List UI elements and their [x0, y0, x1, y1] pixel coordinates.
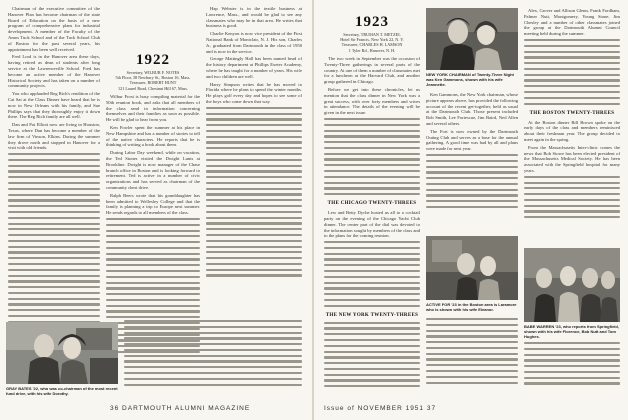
left-col2-para: Ken Fowler spent the summer at his place in New Hampshire and has a number of stories to tell of the native characters. He reports that he is thinking of writing a book about them. — [106, 124, 200, 148]
class-year-1923: 1923 — [355, 14, 389, 30]
left-col2-para: Wilbur Frost is busy compiling material for the 50th reunion book, and asks that all members of the class send in information concerning themselves and their families as soon as possible. He will be glad to hear from you. — [106, 94, 200, 123]
secretary-name: Secretary, WILBUR F. NOTES — [126, 70, 180, 75]
left-col1-para: Dan and Pat Elliott now are living in Houston, Texas, where Dan has become a member of the law firm of Vinson, Elkins. During the summer they drove north and stopped in Hanover for a visit with old friends. — [8, 122, 100, 151]
photo-caption-laramore: ACTIVE FOR '23 in the Boston area is Laramore who is shown with his wife Eleanor. — [426, 302, 517, 312]
treasurer-address: 121 Laurel Road, Chestnut Hill 67, Mass. — [118, 85, 188, 91]
treasurer-address: 1 Tyler Rd., Hanover, N. H. — [348, 47, 396, 53]
right-page — [314, 0, 628, 420]
photo-image — [426, 8, 518, 70]
treasurer-name: Treasurer, ROBERT HUNT — [129, 80, 177, 86]
page-footer-right: Issue of NOVEMBER 1951 37 — [324, 405, 437, 412]
right-col2-para: The Fort is now owned by the Dartmouth Outing Club and serves as a base for the annual gathering. A good time was had by all and plans were made for next year. — [426, 128, 518, 152]
right-column-1 — [324, 56, 420, 390]
left-column-3 — [206, 6, 302, 314]
right-col3-para: Alex, Grover and Allison Glenn, Frank Fordham, Palmer Nutt, Montgomery, Young Stone, Jim Chesley and a number of other classmates joined the group at the Dartmouth Alumni Council meeting held during the summer. — [524, 8, 620, 37]
left-col1-para: You who applauded Reg Rich's rendition of the Cat Sat at the Class Dinner have heard that he is now in New Orleans with his family, and Sue Phillips says that they thoroughly enjoy it down there. The Reg Rich family are all well. — [8, 91, 100, 120]
right-col3-para: From the Massachusetts Inter-clinic comes the news that Bob Stowe has been elected president of the Massachusetts Medical Society. He has been associated with the Springfield hospital for many years. — [524, 144, 620, 173]
right-col3-text-lines-b — [524, 176, 620, 219]
right-col2-para: Ken Gammons, the New York chairman, whose picture appears above, has provided the following account of the recent get-together, held as usual at the Dartmouth Club. Those present included Bob Smith, Lee Fortescue, Jim Baird, Ned Allen and several others. — [426, 92, 518, 126]
right-col1-text-lines-b — [324, 241, 420, 307]
section-heading-boston: THE BOSTON TWENTY-THREES — [529, 110, 615, 116]
left-column-3-lower — [124, 320, 302, 390]
secretary-address: Hotel Sir Francis, New York 22, N. Y. — [340, 37, 404, 43]
left-lower-text-lines — [124, 320, 302, 386]
class-photo-laramore — [426, 236, 518, 300]
secretary-address: 5th Floor, 38 Newbury St., Boston 16, Mass. — [115, 75, 191, 81]
right-column-2 — [426, 92, 518, 232]
left-col3-para: Hap Webster is in the textile business at Lawrence, Mass., and would be glad to see any classmates who may be in that area. He writes that business is good. — [206, 6, 302, 29]
right-col1-text-lines — [324, 118, 420, 195]
left-col1-para: Chairman of the executive committee of the Hanover Plan has become chairman of the state Board of Education on the basis of a new program of comprehensive plans for industrial development. A member of the Faculty of the Amos Tuck School and of the Tuck School Club of Boston for the past several years, his appointment has been well received. — [8, 6, 100, 52]
right-col1-text-lines-c — [324, 322, 420, 390]
left-col2-para: During Labor Day weekend, while on vacation, the Ted Stones visited the Dwight Lunts at Brookline. Dwight is now manager of the Chase branch office in Boston and is looking forward to retirement. Ted is active in a number of civic organizations and has served as chairman of the community chest drive. — [106, 150, 200, 190]
right-col2-lower-lines — [426, 318, 518, 384]
page-footer-left: 36 DARTMOUTH ALUMNI MAGAZINE — [110, 405, 251, 412]
right-col3-lower-lines — [524, 342, 620, 385]
right-col1-para: Lew and Betty Dyche hosted us all to a cocktail party on the evening of the Chicago Yacht Club dinner. The center part of the dial was devoted to the information sought by members of the class and to the plans for the coming reunion. — [324, 210, 420, 239]
right-column-3-lower — [524, 342, 620, 390]
left-col3-para: Harry Simpson writes that he has moved to Florida where he plans to spend the winter months. He plays golf every day and hopes to see some of the boys who come down that way. — [206, 81, 302, 104]
secretary-info-1922 — [104, 70, 202, 91]
right-col1-para: The two week in September was the occasion of Twenty-Three gatherings in several parts of the country. At one of them a number of classmates met for a luncheon at the Harvard Club, and another group gathered in Chicago. — [324, 56, 420, 85]
class-photo-warren — [524, 248, 620, 322]
right-column-3 — [524, 8, 620, 244]
right-col3-text-lines — [524, 39, 620, 105]
section-heading-new-york: THE NEW YORK TWENTY-THREES — [325, 312, 419, 318]
photo-image — [524, 248, 620, 322]
photo-caption-warren: BABE WARREN '23, who reports from Springfield, shown with his wife Florence, Bob Nutt and Tom Hughes. — [524, 324, 619, 339]
class-photo-bates — [6, 322, 118, 384]
photo-image — [426, 236, 518, 300]
right-col2-text-lines — [426, 154, 518, 208]
secretary-name: Secretary, TRUMAN T. METZEL — [343, 32, 401, 37]
photo-caption-bates: GRAY BATES '22, who was co-chairman of the most recent fund drive, with his wife Dorothy. — [6, 386, 118, 396]
left-col1-para: Fred Lord is in the Hanover area these days, having retired as dean of students after long service at the Lawrenceville School. Fred has become an active member of the Hanover Historical Society and has taken on a number of community projects. — [8, 54, 100, 89]
right-col1-para: Before we get into these chronicles, let us mention that the class dinner in New York was a great success, with over forty members and wives in attendance. The details of the evening will be given in the next issue. — [324, 86, 420, 116]
class-year-1922: 1922 — [136, 52, 170, 68]
right-col3-para: At the Boston dinner Bill Brown spoke on the early days of the class and members reminisced about their freshman year. The group decided to meet again in the spring. — [524, 119, 620, 142]
photo-caption-gammons: NEW YORK CHAIRMAN of Twenty-Three Night was Ken Gammons, shown with his wife Jeannette. — [426, 72, 514, 87]
treasurer-name: Treasurer, CHARLES H. LAMSON — [341, 42, 403, 48]
left-col3-para: George Mattingly Hall has been named head of the history department at Phillips Exeter Academy, where he has taught for a number of years. His wife and two children are well. — [206, 56, 302, 79]
section-heading-chicago: THE CHICAGO TWENTY-THREES — [327, 201, 417, 207]
right-column-2-lower — [426, 318, 518, 390]
left-col3-para: Charlie Kenyon is now vice president of the First National Bank of Montclair, N. J. His son, Charles Jr., graduated from Dartmouth in the class of 1950 and is now in the service. — [206, 31, 302, 54]
secretary-info-1923 — [324, 32, 420, 53]
left-col3-text-lines — [206, 107, 302, 277]
left-col2-para: Ralph Beers wrote that his granddaughter has been admitted to Wellesley College and that the family is planning a trip to Europe next summer. He sends regards to all members of the class. — [106, 192, 200, 216]
photo-image — [6, 322, 118, 384]
class-photo-gammons — [426, 8, 518, 70]
